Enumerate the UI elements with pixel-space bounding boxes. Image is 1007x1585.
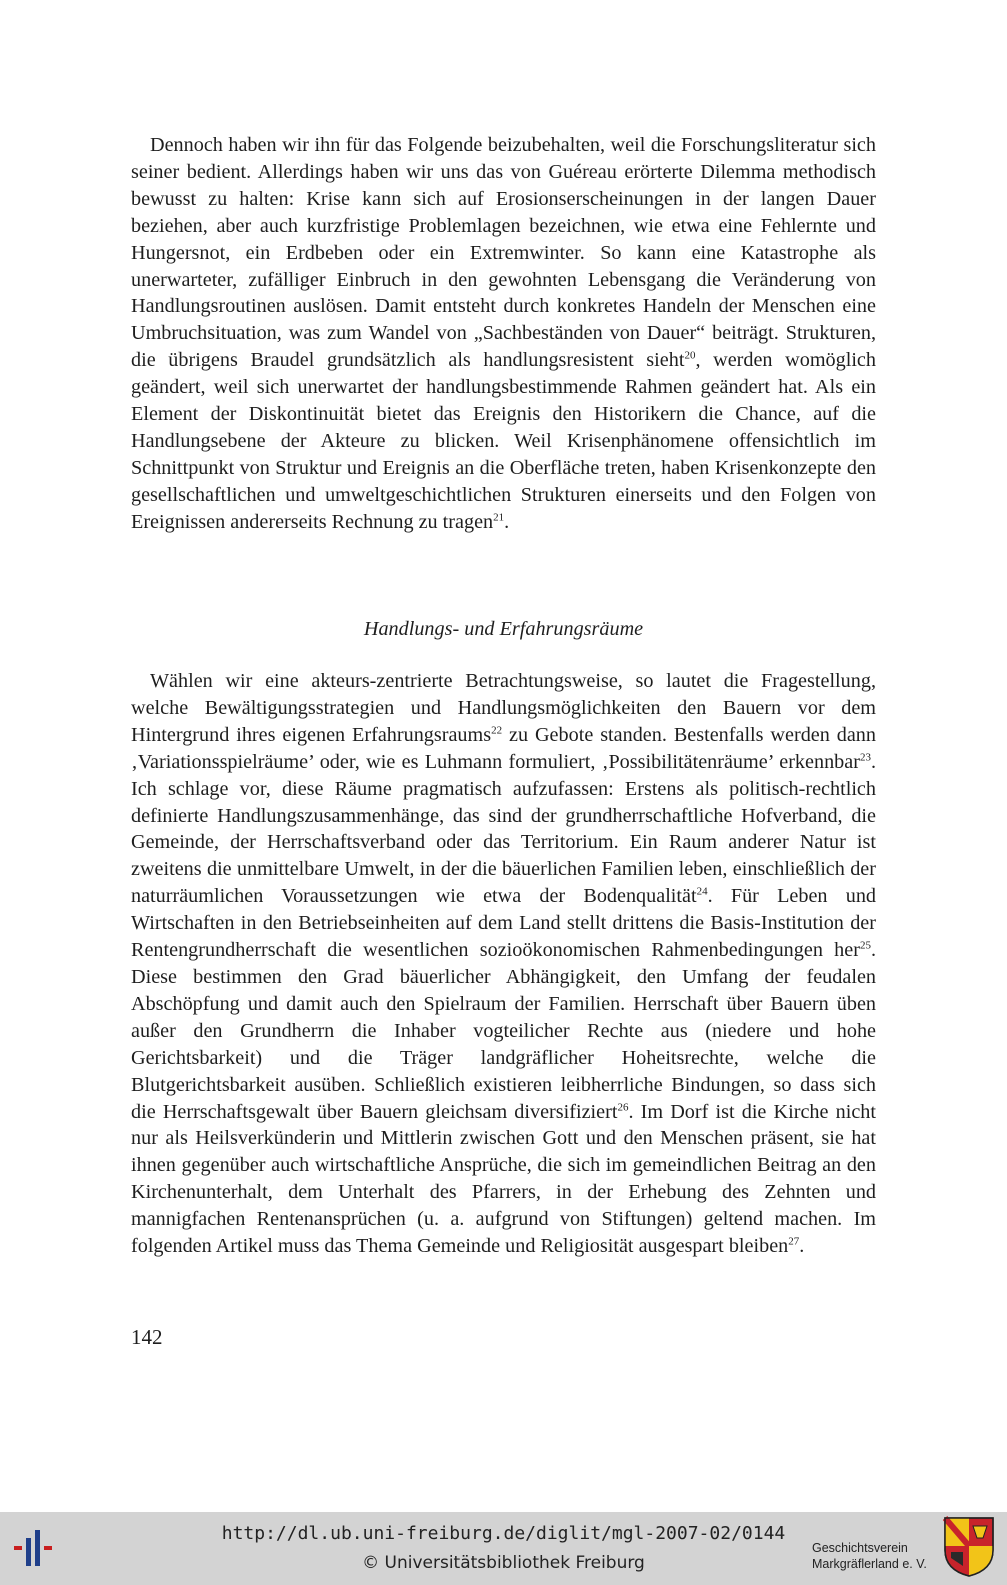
footer-bar: [0, 1512, 1007, 1585]
footnote-ref-22[interactable]: 22: [491, 724, 503, 737]
footnote-ref-27[interactable]: 27: [788, 1235, 800, 1248]
body-paragraph-1: [131, 132, 876, 536]
footnote-ref-26[interactable]: 26: [617, 1100, 629, 1113]
paragraph-text: . Für Leben und Wirtschaften in den Betriebseinheiten auf dem Land stellt drittens die Basis-Institution der Rentengrundherrschaft die wesentlichen sozioökonomischen Rahmenbedingungen her: [131, 885, 877, 962]
paragraph-text: zu Gebote standen. Bestenfalls werden dann ‚Variationsspielräume’ oder, wie es Luhmann formuliert, ‚Possibilitätenräume’ erkennbar: [131, 723, 876, 773]
section-heading: Handlungs- und Erfahrungsräume: [363, 618, 644, 640]
coat-of-arms-icon[interactable]: [943, 1516, 995, 1578]
footnote-ref-23[interactable]: 23: [859, 751, 871, 764]
paragraph-text: .: [504, 510, 510, 533]
body-paragraph-2: [131, 668, 876, 1260]
paragraph-text: . Diese bestimmen den Grad bäuerlicher Abhängigkeit, den Umfang der feudalen Abschöpfung und damit auch den Spielraum der Familien. Herrschaft über Bauern üben außer den Grundherrn die Inhaber vogteilicher Rechte aus (niedere und hohe Gerichtsbarkeit) und die Träger landgräflicher Hoheitsrechte, welche die Blutgerichtsbarkeit ausüben. Schließlich existieren leibherrliche Bindungen, so dass sich die Herrschaftsgewalt über Bauern gleichsam diversifiziert: [131, 939, 876, 1123]
footnote-ref-21[interactable]: 21: [493, 511, 505, 523]
society-name: [812, 1540, 942, 1572]
society-name-line: Markgräflerland e. V.: [812, 1557, 927, 1571]
footnote-ref-25[interactable]: 25: [859, 939, 871, 952]
paragraph-text: Dennoch haben wir ihn für das Folgende beizubehalten, weil die Forschungsliteratur sich seiner bedient. Allerdings haben wir uns das von Guéreau erörterte Dilemma methodisch bewusst zu halten: Krise kann sich auf Erosionserscheinungen in der langen Dauer beziehen, aber auch kurzfristige Problemlagen bezeichnen, wie etwa eine Fehlernte und Hungersnot, ein Erdbeben oder ein Extremwinter. So kann eine Katastrophe als unerwarteter, zufälliger Einbruch in den gewohnten Lebensgang die Veränderung von Handlungsroutinen auslösen. Damit entsteht durch konkretes Handeln der Menschen eine Umbruchsituation, was zum Wandel von „Sachbeständen von Dauer“ beiträgt. Strukturen, die übrigens Braudel grundsätzlich als handlungsresistent sieht: [131, 134, 876, 372]
paragraph-text: . Im Dorf ist die Kirche nicht nur als Heilsverkünderin und Mittlerin zwischen Gott und den Menschen präsent, sie hat ihnen gegenüber auch wirtschaftliche Ansprüche, die sich im gemeindlichen Beitrag an den Kirchenunterhalt, dem Unterhalt des Pfarrers, in der Erhebung des Zehnten und mannigfachen Rentenansprüchen (u. a. aufgrund von Stiftungen) geltend machen. Im folgenden Artikel muss das Thema Gemeinde und Religiosität ausgespart bleiben: [131, 1100, 876, 1258]
paragraph-text: .: [799, 1235, 805, 1258]
paragraph-text: , werden womöglich geändert, weil sich unerwartet der handlungsbestimmende Rahmen geändert hat. Als ein Element der Diskontinuität bietet das Ereignis den Historikern die Chance, auf die Handlungsebene der Akteure zu blicken. Weil Krisenphänomene offensichtlich im Schnittpunkt von Struktur und Ereignis an die Oberfläche treten, haben Krisenkonzepte den gesellschaftlichen und umweltgeschichtlichen Strukturen einerseits und den Folgen von Ereignissen andererseits Rechnung zu tragen: [131, 349, 876, 533]
footnote-ref-24[interactable]: 24: [696, 885, 708, 898]
document-url-link[interactable]: http://dl.ub.uni-freiburg.de/diglit/mgl-2007-02/0144: [221, 1523, 786, 1544]
copyright-text: © Universitätsbibliothek Freiburg: [362, 1553, 645, 1573]
paragraph-text: . Ich schlage vor, diese Räume pragmatisch aufzufassen: Erstens als politisch-rechtlich definierte Handlungszusammenhänge, das sind der grundherrschaftliche Hofverband, die Gemeinde, der Herrschaftsverband oder das Territorium. Ein Raum anderer Natur ist zweitens die unmittelbare Umwelt, in der die bäuerlichen Familien leben, einschließlich der naturräumlichen Voraussetzungen wie etwa der Bodenqualität: [131, 750, 876, 908]
society-name-line: Geschichtsverein: [812, 1541, 908, 1555]
footnote-ref-20[interactable]: 20: [684, 349, 696, 362]
paragraph-text: Wählen wir eine akteurs-zentrierte Betrachtungsweise, so lautet die Fragestellung, welche Bewältigungsstrategien und Handlungsmöglichkeiten den Bauern vor dem Hintergrund ihres eigenen Erfahrungsraums: [131, 670, 876, 746]
page-number: 142: [131, 1325, 163, 1349]
